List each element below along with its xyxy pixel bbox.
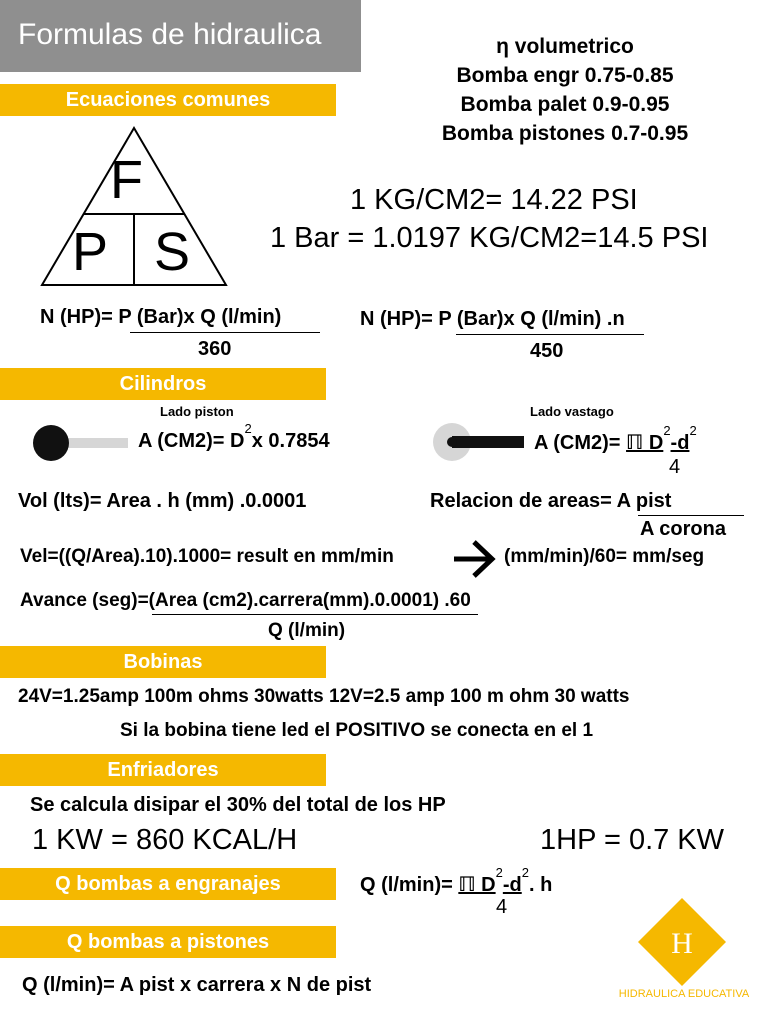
formula-denominator: 4	[669, 456, 681, 478]
velocity-conversion: (mm/min)/60= mm/seg	[504, 546, 705, 567]
formula-numerator: P (Bar)x Q (l/min)	[118, 306, 282, 328]
formula-numerator: -d	[670, 432, 690, 454]
logo-text: HIDRAULICA EDUCATIVA	[618, 988, 750, 1000]
formula-suffix: ) .60	[432, 590, 471, 611]
exponent: 2	[663, 423, 671, 438]
hp-kw-conversion: 1HP = 0.7 KW	[540, 824, 725, 856]
section-ecuaciones: Ecuaciones comunes	[0, 84, 336, 116]
triangle-s: S	[154, 222, 191, 282]
bobinas-led-note: Si la bobina tiene led el POSITIVO se conecta en el 1	[120, 720, 594, 741]
fraction-line	[130, 332, 320, 333]
fraction-line	[456, 334, 644, 335]
bobinas-specs: 24V=1.25amp 100m ohms 30watts 12V=2.5 amp 100 m ohm 30 watts	[18, 686, 630, 707]
formula-text: x 0.7854	[251, 430, 330, 452]
enfriadores-note: Se calcula disipar el 30% del total de los HP	[30, 794, 446, 816]
efficiency-heading: η volumetrico	[496, 35, 634, 58]
formula-numerator: ℿ D	[626, 432, 664, 454]
formula-numerator: A pist	[616, 490, 672, 512]
area-ratio-formula	[430, 490, 671, 513]
kw-kcal-conversion: 1 KW = 860 KCAL/H	[32, 824, 298, 856]
formula-lhs: Avance (seg)	[20, 590, 138, 611]
formula-lhs: Q (l/min)=	[360, 874, 459, 896]
logo-diamond	[636, 896, 728, 988]
exponent: 2	[244, 421, 252, 436]
formula-text: A (CM2)=	[534, 432, 627, 454]
volume-formula: Vol (lts)= Area . h (mm) .0.0001	[18, 490, 307, 512]
formula-denominator: 450	[530, 340, 564, 362]
triangle-f: F	[110, 150, 143, 210]
formula-denominator: Q (l/min)	[268, 620, 346, 641]
formula-numerator: P (Bar)x Q (l/min)	[438, 308, 602, 330]
section-cilindros: Cilindros	[0, 368, 326, 400]
section-enfriadores: Enfriadores	[0, 754, 326, 786]
section-q-pistones: Q bombas a pistones	[0, 926, 336, 958]
arrow-right-icon	[452, 538, 498, 580]
logo-letter: H	[671, 927, 693, 960]
piston-side-label: Lado piston	[160, 404, 234, 419]
power-formula-1	[40, 306, 281, 329]
fraction-line	[638, 515, 744, 516]
exponent: 2	[689, 423, 697, 438]
formula-suffix: .n	[601, 308, 625, 330]
piston-area-formula	[138, 421, 330, 453]
exponent: 2	[521, 865, 529, 880]
rod-side-label: Lado vastago	[530, 404, 614, 419]
section-bobinas: Bobinas	[0, 646, 326, 678]
triangle-p: P	[72, 222, 109, 282]
fraction-line	[152, 614, 478, 615]
rod-side-icon	[432, 420, 528, 464]
rod-area-formula	[534, 423, 697, 455]
formula-lhs: Relacion de areas=	[430, 490, 617, 512]
advance-formula	[20, 590, 471, 612]
formula-suffix: . h	[528, 874, 553, 896]
efficiency-line: Bomba engr 0.75-0.85	[456, 64, 674, 87]
formula-lhs: N (HP)=	[360, 308, 439, 330]
conversion-kg-psi: 1 KG/CM2= 14.22 PSI	[350, 184, 638, 216]
power-formula-2	[360, 308, 625, 331]
section-q-engranajes: Q bombas a engranajes	[0, 868, 336, 900]
efficiency-line: Bomba palet 0.9-0.95	[460, 93, 670, 116]
conversion-bar: 1 Bar = 1.0197 KG/CM2=14.5 PSI	[270, 222, 709, 254]
velocity-formula: Vel=((Q/Area).10).1000= result en mm/min	[20, 546, 394, 567]
formula-denominator: 4	[496, 896, 508, 918]
q-piston-formula: Q (l/min)= A pist x carrera x N de pist	[22, 974, 372, 996]
formula-denominator: 360	[198, 338, 232, 360]
q-gear-formula	[360, 865, 553, 897]
page-title: Formulas de hidraulica	[18, 18, 322, 51]
formula-numerator: =(Area (cm2).carrera(mm).0.0001	[137, 590, 433, 611]
piston-side-icon	[30, 422, 130, 464]
formula-denominator: A corona	[640, 518, 726, 540]
formula-numerator: -d	[502, 874, 522, 896]
efficiency-block	[420, 32, 710, 148]
efficiency-line: Bomba pistones 0.7-0.95	[441, 122, 689, 145]
exponent: 2	[495, 865, 503, 880]
formula-text: A (CM2)= D	[138, 430, 245, 452]
formula-numerator: ℿ D	[458, 874, 496, 896]
formula-lhs: N (HP)=	[40, 306, 119, 328]
